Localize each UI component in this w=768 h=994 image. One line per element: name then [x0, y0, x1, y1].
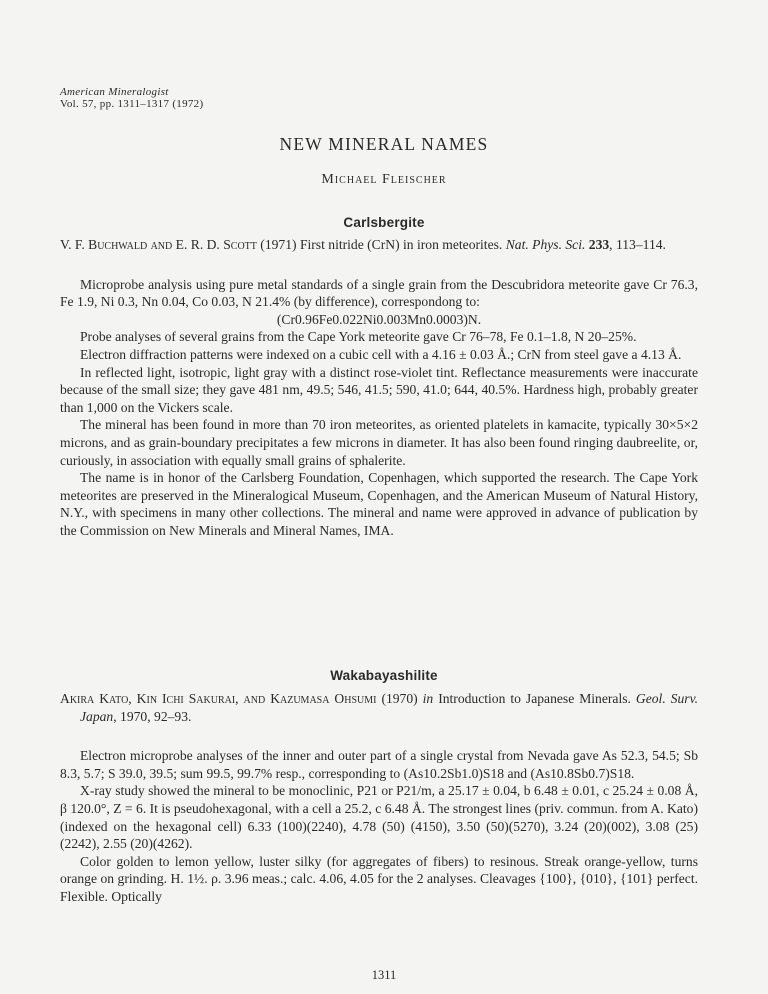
reference-authors: V. F. Buchwald and E. R. D. Scott [60, 237, 257, 252]
paragraph: Electron microprobe analyses of the inner and outer part of a single crystal from Nevada gave As 52.3, 54.5; Sb 8.3, 5.7; S 39.0, 39.5; sum 99.5, 99.7% resp., corresponding to (As10.2Sb1.0)S18 and (As10.8Sb0.7)S18. [60, 748, 698, 781]
reference-carlsbergite [60, 236, 698, 254]
reference-in: in [422, 691, 434, 706]
section-body-wakabayashilite [60, 690, 698, 906]
reference-text: Introduction to Japanese Minerals. [433, 691, 636, 706]
reference-text: (1971) First nitride (CrN) in iron meteorites. [256, 237, 506, 252]
reference-authors: Akira Kato, Kin Ichi Sakurai, and Kazumasa Ohsumi [60, 691, 377, 706]
reference-pages: , 1970, 92–93. [113, 708, 192, 724]
article-title: NEW MINERAL NAMES [279, 134, 489, 154]
paragraph: The mineral has been found in more than 70 iron meteorites, as oriented platelets in kamacite, typically 30×5×2 microns, and as grain-boundary precipitates a few microns in diameter. It has also been found ringing daubreelite, or, curiously, in association with equally small grains of sphalerite. [60, 417, 698, 468]
paragraph: X-ray study showed the mineral to be monoclinic, P21 or P21/m, a 25.17 ± 0.04, b 6.48 ± 0.01, c 25.24 ± 0.08 Å, β 120.0°, Z = 6. It is pseudohexagonal, with a cell a 25.2, c 6.48 Å. The strongest lines (priv. commun. from A. Kato) (indexed on the hexagonal cell) 6.33 (100)(2240), 4.78 (50) (4150), 3.50 (50)(5270), 3.24 (20)(002), 3.08 (25)(2242), 2.55 (20)(4262). [60, 783, 698, 852]
journal-volume: Vol. 57, pp. 1311–1317 (1972) [60, 98, 204, 110]
paragraph: Probe analyses of several grains from the Cape York meteorite gave Cr 76–78, Fe 0.1–1.8, N 20–25%. [80, 329, 637, 345]
paragraph: Electron diffraction patterns were indexed on a cubic cell with a 4.16 ± 0.03 Å.; CrN from steel gave a 4.13 Å. [80, 346, 682, 362]
reference-journal: Geol. Surv. Japan [80, 691, 698, 724]
chemical-formula: (Cr0.96Fe0.022Ni0.003Mn0.0003)N. [276, 311, 482, 327]
journal-header [60, 86, 203, 110]
reference-wakabayashilite [60, 690, 698, 725]
paragraph: In reflected light, isotropic, light gray with a distinct rose-violet tint. Reflectance measurements were inaccurate because of the small size; they gave 481 nm, 49.5; 546, 41.5; 590, 41.0; 644, 40.5%. Hardness high, probably greater than 1,000 on the Vickers scale. [60, 364, 698, 415]
page-number: 1311 [371, 968, 397, 982]
paragraph: Color golden to lemon yellow, luster silky (for aggregates of fibers) to resinous. Streak orange-yellow, turns orange on grinding. H. 1½. ρ. 3.96 meas.; calc. 4.06, 4.05 for the 2 analyses. Cleavages {100}, {010}, {101} perfect. Flexible. Optically [60, 853, 698, 904]
section-title-wakabayashilite: Wakabayashilite [330, 668, 438, 683]
article-author: Michael Fleischer [321, 172, 447, 187]
paragraph: Microprobe analysis using pure metal standards of a single grain from the Descubridora meteorite gave Cr 76.3, Fe 1.9, Ni 0.3, Nn 0.04, Co 0.03, N 21.4% (by difference), correspondong to: [60, 276, 698, 310]
section-title-carlsbergite: Carlsbergite [343, 215, 425, 230]
reference-journal: Nat. Phys. Sci. [505, 237, 586, 252]
section-body-carlsbergite [60, 236, 698, 540]
reference-pages: , 113–114. [609, 237, 666, 252]
reference-volume: 233 [588, 237, 610, 252]
paragraph: The name is in honor of the Carlsberg Foundation, Copenhagen, which supported the research. The Cape York meteorites are preserved in the Mineralogical Museum, Copenhagen, and the American Museum of Natural History, N.Y., with specimens in many other collections. The mineral and name were approved in advance of publication by the Commission on New Minerals and Mineral Names, IMA. [60, 470, 698, 538]
reference-text: (1970) [376, 691, 423, 706]
journal-name: American Mineralogist [60, 86, 169, 98]
